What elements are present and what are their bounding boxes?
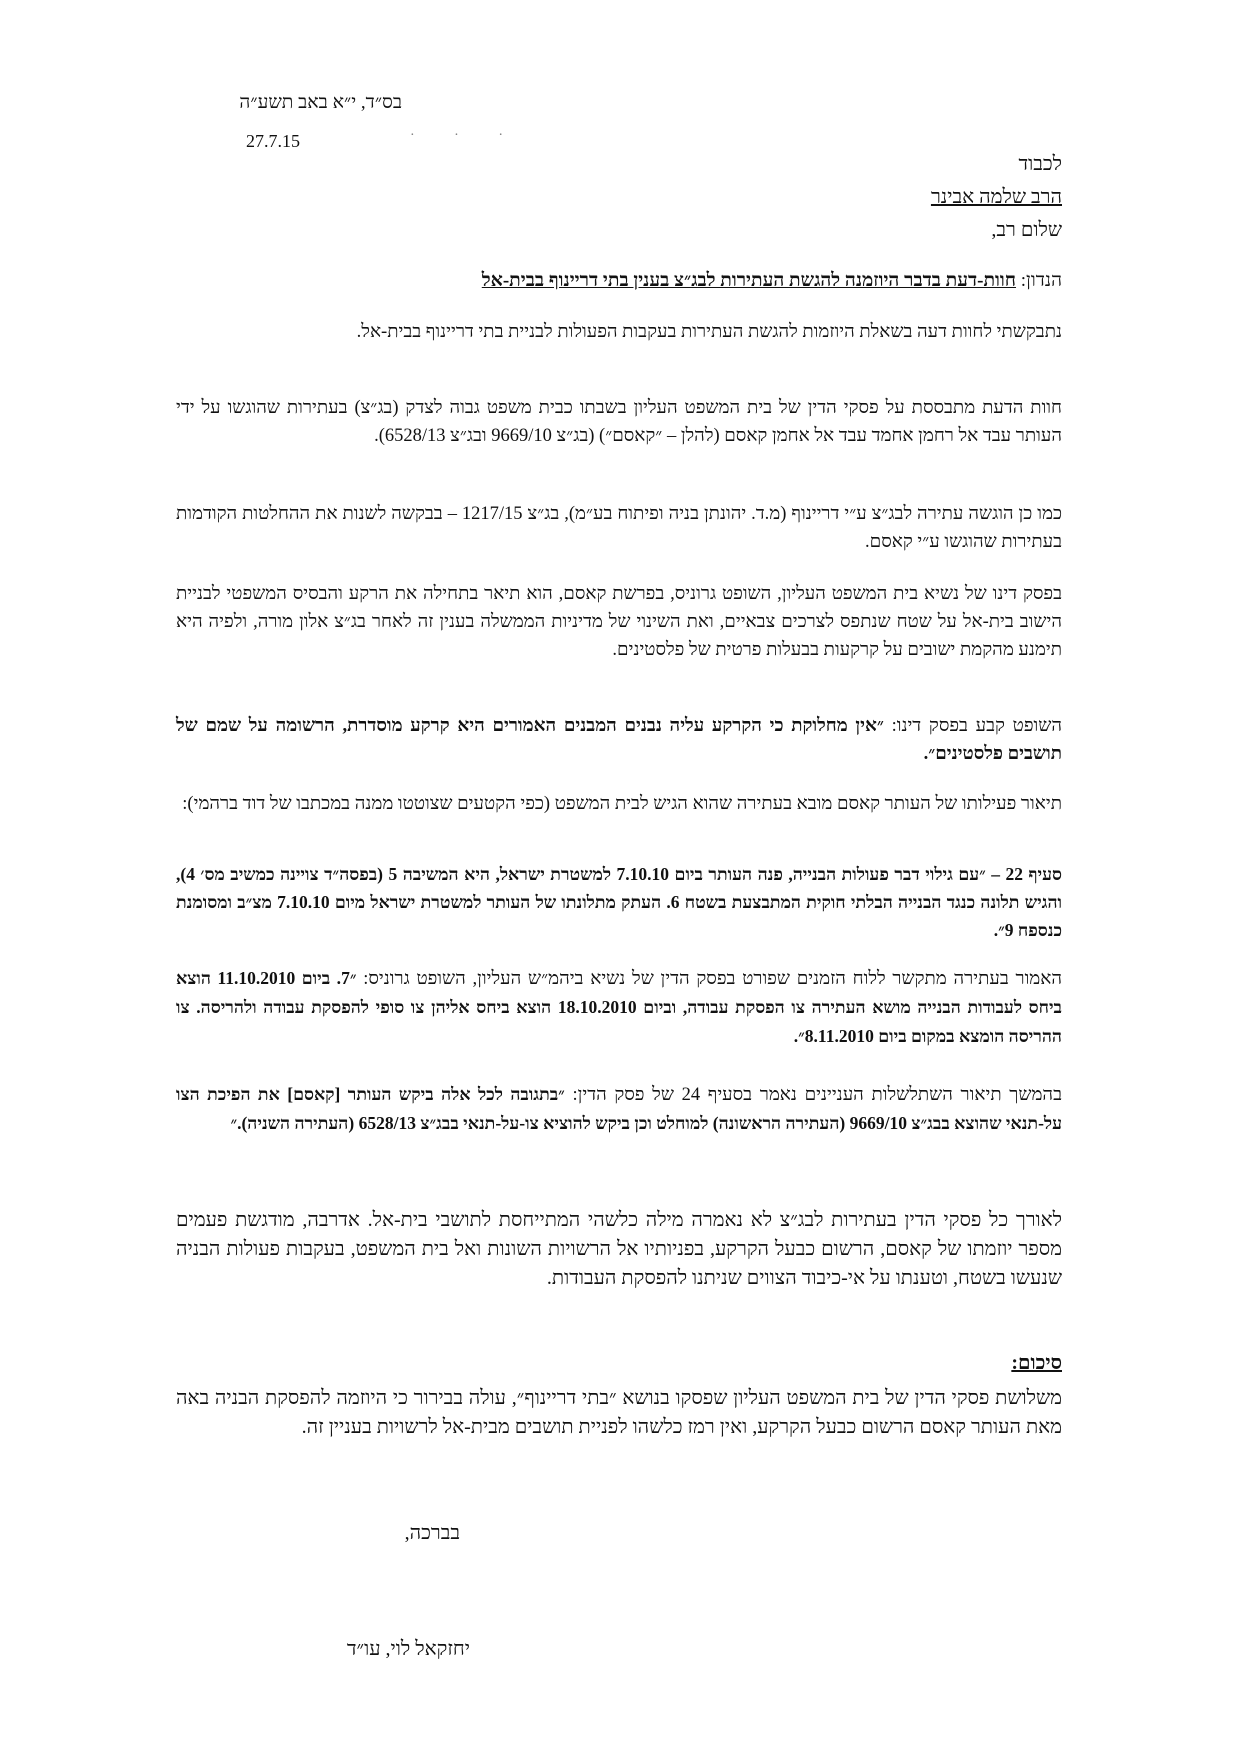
paragraph-5 xyxy=(176,712,1062,768)
scan-marks: · · · xyxy=(410,128,521,143)
subject-prefix: הנדון: xyxy=(1016,270,1062,291)
paragraph-4: בפסק דינו של נשיא בית המשפט העליון, השופט גרוניס, בפרשת קאסם, הוא תיאר בתחילה את הרקע והבסיס המשפטי לבניית הישוב בית-אל על שטח שנתפס לצרכים צבאיים, ואת השינוי של מדיניות הממשלה בענין זה לאחר בג״צ אלון מורה, ולפיה היא תימנע מהקמת ישובים על קרקעות בבעלות פרטית של פלסטינים. xyxy=(176,584,1062,660)
hebrew-date: בס״ד, י״א באב תשע״ה xyxy=(239,92,402,113)
letter-date xyxy=(152,84,402,160)
gregorian-date: 27.7.15 xyxy=(246,131,300,151)
paragraph-7: סעיף 22 – ״עם גילוי דבר פעולות הבנייה, פנה העותר ביום 7.10.10 למשטרת ישראל, היא המשיבה 5 (בפסה״ד צויינה כמשיב מס׳ 4), והגיש תלונה כנגד הבנייה הבלתי חוקית המתבצעת בשטח 6. העתק מתלונתו של העותר למשטרת ישראל מיום 7.10.10 מצ״ב ומסומנת כנספח 9״. xyxy=(176,864,1062,940)
court-quote-1: ״אין מחלוקת כי הקרקע עליה נבנים המבנים האמורים היא קרקע מוסדרת, הרשומה על שמם של תושבים פלסטינים״. xyxy=(176,716,1062,764)
paragraph-9 xyxy=(176,1080,1062,1138)
summary-heading: סיכום: xyxy=(1011,1352,1062,1374)
greeting: שלום רב, xyxy=(991,219,1062,241)
paragraph-5-intro: השופט קבע בפסק דינו: xyxy=(883,716,1062,736)
court-quote-3: ״בתגובה לכל אלה ביקש העותר [קאסם] את הפיכת הצו על-תנאי שהוצא בבג״צ 9669/10 (העתירה הראשונה) למוחלט וכן ביקש להוציא צו-על-תנאי בבג״צ 6528/13 (העתירה השניה).״ xyxy=(176,1084,1062,1133)
signature-line: יחזקאל לוי, עו״ד xyxy=(346,1638,470,1660)
paragraph-8 xyxy=(176,964,1062,1051)
recipient-salutation: לכבוד xyxy=(1018,153,1062,175)
paragraph-10: לאורך כל פסקי הדין בעתירות לבג״צ לא נאמרה מילה כלשהי המתייחסת לתושבי בית-אל. אדרבה, מודגשת פעמים מספר יוזמתו של קאסם, הרשום כבעל הקרקע, בפניותיו אל הרשויות השונות ואל בית המשפט, בעקבות פעולות הבניה שנעשו בשטח, וטענתו על אי-כיבוד הצווים שניתנו להפסקת העבודות. xyxy=(176,1209,1062,1289)
subject-text: חוות-דעת בדבר היוזמנה להגשת העתירות לבג״צ בענין בתי דריינוף בבית-אל xyxy=(481,270,1017,291)
closing-regards: בברכה, xyxy=(404,1522,460,1544)
paragraph-1: נתבקשתי לחוות דעה בשאלת היוזמות להגשת העתירות בעקבות הפעולות לבניית בתי דריינוף בבית-אל. xyxy=(356,322,1062,342)
subject-line xyxy=(182,270,1062,292)
paragraph-8-intro: האמור בעתירה מתקשר ללוח הזמנים שפורט בפסק הדין של נשיא ביהמ״ש העליון, השופט גרוניס: xyxy=(363,969,1063,989)
recipient-block xyxy=(562,148,1062,247)
paragraph-2: חוות הדעת מתבססת על פסקי הדין של בית המשפט העליון בשבתו כבית משפט גבוה לצדק (בג״צ) בעתירות שהוגשו על ידי העותר עבד אל רחמן אחמד עבד אל אחמן קאסם (להלן – ״קאסם״) (בג״צ 9669/10 ובג״צ 6528/13). xyxy=(176,398,1062,446)
paragraph-6: תיאור פעילותו של העותר קאסם מובא בעתירה שהוא הגיש לבית המשפט (כפי הקטעים שצוטטו ממנה במכתבו של דוד ברהמי): xyxy=(182,794,1062,814)
court-quote-2: ״7. ביום 11.10.2010 הוצא ביחס לעבודות הבנייה מושא העתירה צו הפסקת עבודה, וביום 18.10.2010 הוצא ביחס אליהן צו סופי להפסקת עבודה ולהריסה. צו ההריסה הומצא במקום ביום 8.11.2010״. xyxy=(176,968,1062,1046)
paragraph-9-intro: בהמשך תיאור השתלשלות העניינים נאמר בסעיף 24 של פסק הדין: xyxy=(564,1085,1062,1105)
recipient-name: הרב שלמה אבינר xyxy=(930,186,1062,208)
summary-paragraph: משלושת פסקי הדין של בית המשפט העליון שפסקו בנושא ״בתי דריינוף״, עולה בבירור כי היוזמה להפסקת הבניה באה מאת העותר קאסם הרשום כבעל הקרקע, ואין רמז כלשהו לפניית תושבים מבית-אל לרשויות בעניין זה. xyxy=(176,1387,1062,1438)
paragraph-3: כמו כן הוגשה עתירה לבג״צ ע״י דריינוף (מ.ד. יהונתן בניה ופיתוח בע״מ), בג״צ 1217/15 – בבקשה לשנות את ההחלטות הקודמות בעתירות שהוגשו ע״י קאסם. xyxy=(176,504,1063,552)
